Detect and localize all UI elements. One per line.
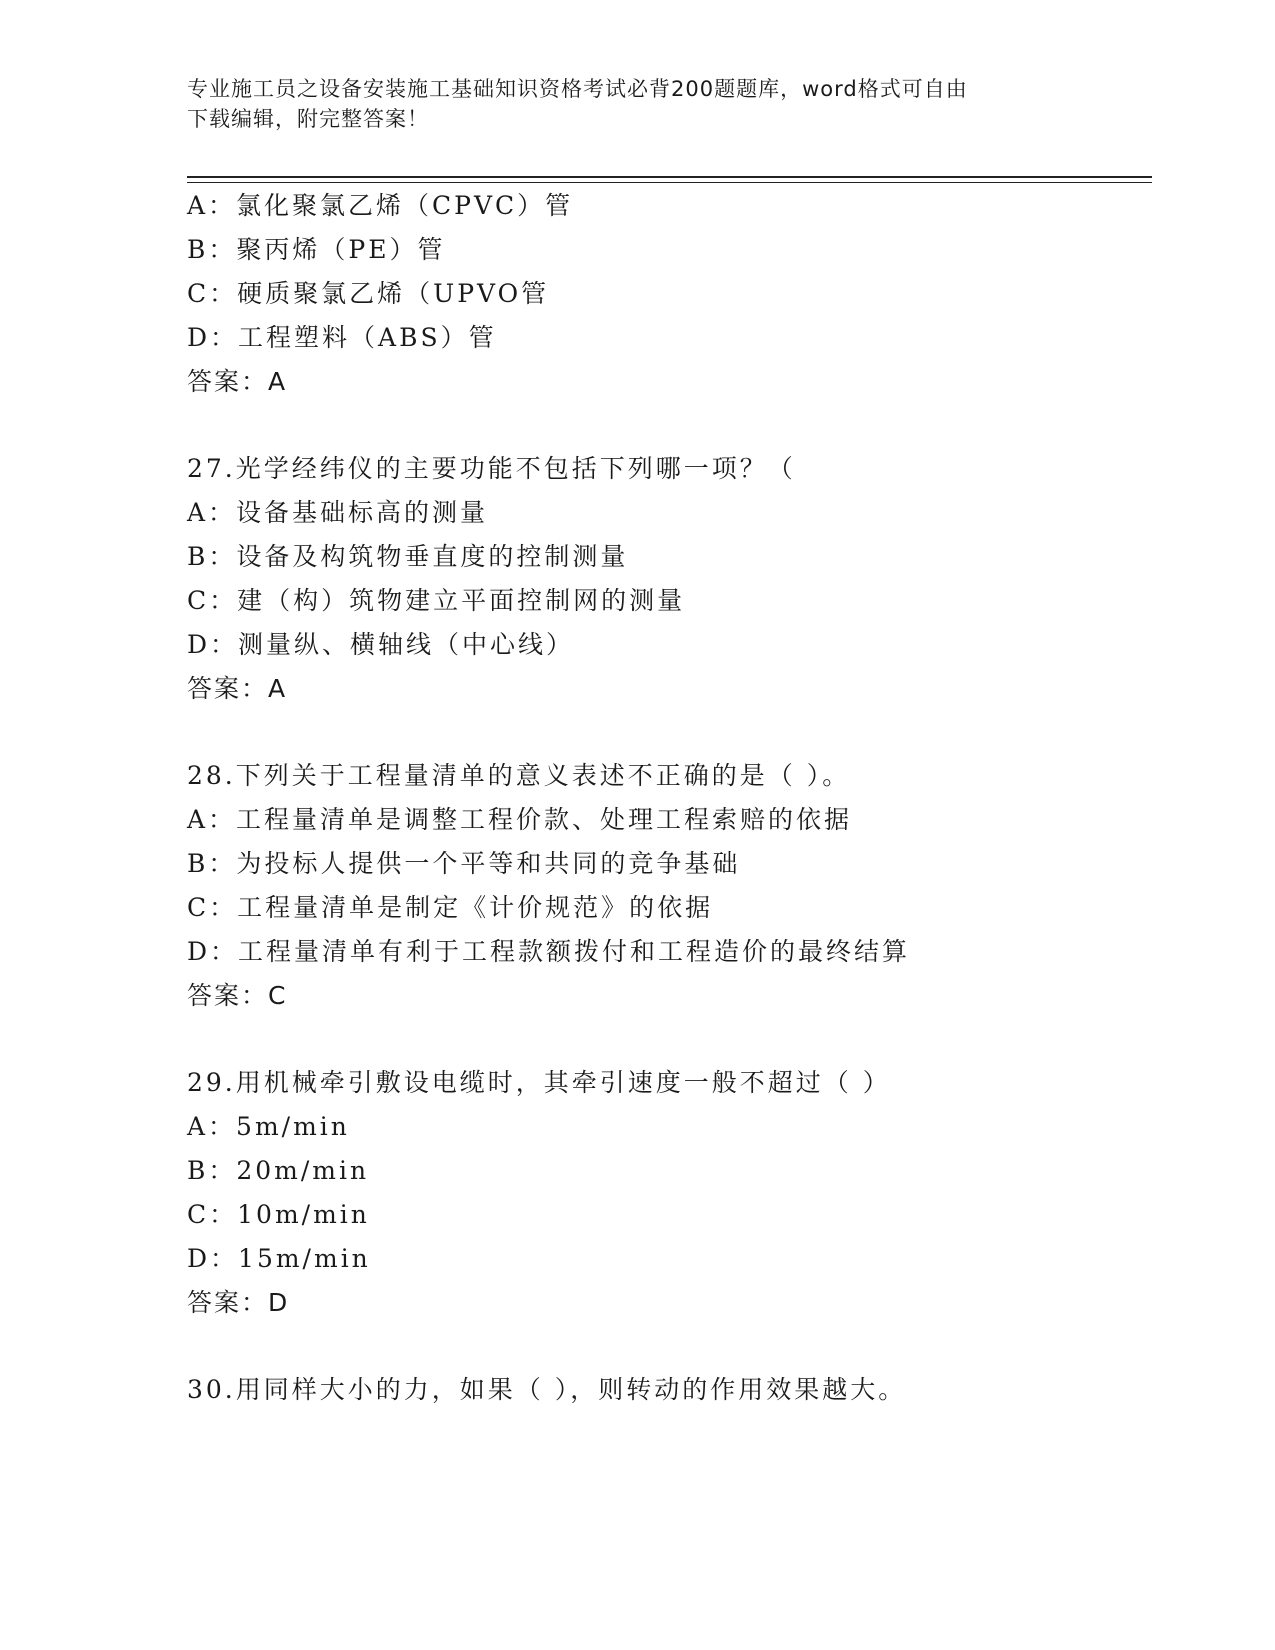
- q29-option-b: B：20m/min: [187, 1156, 370, 1185]
- q26-answer: 答案：A: [187, 367, 288, 396]
- q27-question: 27.光学经纬仪的主要功能不包括下列哪一项？（: [187, 454, 796, 483]
- q28-option-b: B：为投标人提供一个平等和共同的竞争基础: [187, 849, 741, 878]
- q29-answer: 答案：D: [187, 1288, 290, 1317]
- q26-option-b: B：聚丙烯（PE）管: [187, 235, 446, 264]
- q28-question: 28.下列关于工程量清单的意义表述不正确的是（ ）。: [187, 761, 851, 790]
- q28-option-a: A：工程量清单是调整工程价款、处理工程索赔的依据: [187, 805, 853, 834]
- q27-option-c: C：建（构）筑物建立平面控制网的测量: [187, 586, 686, 615]
- q28-option-d: D：工程量清单有利于工程款额拨付和工程造价的最终结算: [187, 937, 911, 966]
- header-line-1: 专业施工员之设备安装施工基础知识资格考试必背200题题库，word格式可自由: [187, 77, 968, 101]
- q29-question: 29.用机械牵引敷设电缆时，其牵引速度一般不超过（ ）: [187, 1068, 891, 1097]
- document-header: [187, 74, 1087, 134]
- q29-option-d: D：15m/min: [187, 1244, 371, 1273]
- q27-answer: 答案：A: [187, 674, 288, 703]
- q30-question: 30.用同样大小的力，如果（ ），则转动的作用效果越大。: [187, 1375, 907, 1404]
- header-line-2: 下载编辑，附完整答案！: [187, 107, 429, 131]
- q27-option-d: D：测量纵、横轴线（中心线）: [187, 630, 575, 659]
- header-divider-thick: [187, 176, 1152, 178]
- q26-option-a: A：氯化聚氯乙烯（CPVC）管: [187, 191, 574, 220]
- q27-option-a: A：设备基础标高的测量: [187, 498, 489, 527]
- q26-option-c: C：硬质聚氯乙烯（UPVO管: [187, 279, 550, 308]
- q28-answer: 答案：C: [187, 981, 288, 1010]
- q29-option-a: A：5m/min: [187, 1112, 350, 1141]
- q28-option-c: C：工程量清单是制定《计价规范》的依据: [187, 893, 714, 922]
- q26-option-d: D：工程塑料（ABS）管: [187, 323, 497, 352]
- q27-option-b: B：设备及构筑物垂直度的控制测量: [187, 542, 629, 571]
- q29-option-c: C：10m/min: [187, 1200, 370, 1229]
- header-divider-thin: [187, 182, 1152, 183]
